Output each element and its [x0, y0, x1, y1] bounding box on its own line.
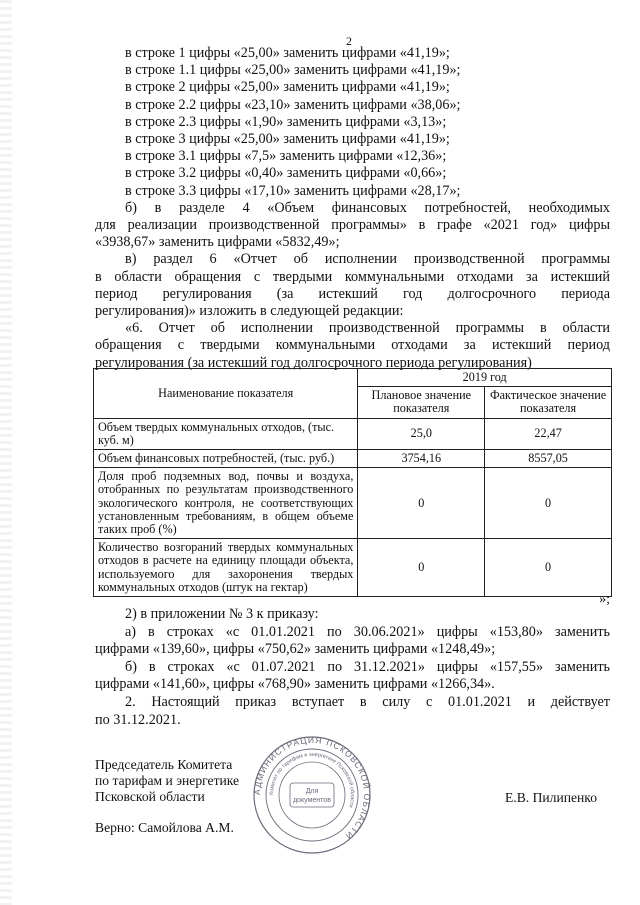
row-name: Объем твердых коммунальных отходов, (тыс. куб. м): [94, 418, 358, 449]
certified-copy: Верно: Самойлова А.М.: [95, 820, 234, 835]
table-row: [94, 418, 612, 449]
document-body-continued: [95, 606, 610, 729]
text-line: по 31.12.2021.: [95, 711, 181, 728]
text-line: в строке 2 цифры «25,00» заменить цифрами «41,19»;: [125, 79, 450, 96]
text-line: в строке 2.2 цифры «23,10» заменить цифрами «38,06»;: [125, 96, 461, 113]
signature-block: [95, 757, 239, 805]
scan-edge: [0, 0, 12, 905]
paragraph-b-line: для реализации производственной программы» в графе «2021 год» цифры: [95, 217, 610, 234]
stamp-inner-text: Комитет по тарифам и энергетике Псковской области: [268, 751, 356, 809]
text-line: цифрами «139,60», цифры «750,62» заменить цифрами «1248,49»;: [95, 641, 496, 658]
paragraph-b-line: б) в разделе 4 «Объем финансовых потребностей, необходимых: [125, 199, 610, 216]
text-line: в строке 3.3 цифры «17,10» заменить цифрами «28,17»;: [125, 182, 461, 199]
table-closing-quote: »;: [599, 592, 610, 607]
text-line: цифрами «141,60», цифры «768,90» заменить цифрами «1266,34».: [95, 676, 495, 693]
text-line: в строке 3.2 цифры «0,40» заменить цифрами «0,66»;: [125, 165, 447, 182]
text-line: в строке 1.1 цифры «25,00» заменить цифрами «41,19»;: [125, 62, 461, 79]
stamp-center-line: Для: [305, 788, 319, 795]
text-line: 2. Настоящий приказ вступает в силу с 01.01.2021 и действует: [125, 693, 610, 710]
signatory-name: Е.В. Пилипенко: [505, 790, 598, 805]
row-plan: 0: [358, 539, 485, 597]
text-line: 2) в приложении № 3 к приказу:: [125, 606, 319, 622]
row-name: Доля проб подземных вод, почвы и воздуха, отобранных по результатам производственного экологического контроля, не соответствующих установленным требованиям, в общем объеме таких проб (%): [94, 468, 358, 539]
row-fact: 0: [485, 539, 612, 597]
row-fact: 0: [485, 468, 612, 539]
row-name: Количество возгораний твердых коммунальных отходов в расчете на единицу площади объекта, используемого для захоронения твердых коммунальных отходов (штук на гектар): [94, 539, 358, 597]
table-row: [94, 450, 612, 468]
text-line: в строке 3.1 цифры «7,5» заменить цифрами «12,36»;: [125, 148, 447, 165]
header-fact: Фактическое значение показателя: [485, 387, 612, 418]
section-6-heading-line: регулирования (за истекший год долгосрочного периода регулирования): [95, 354, 532, 371]
row-fact: 22,47: [485, 418, 612, 449]
row-plan: 3754,16: [358, 450, 485, 468]
paragraph-v-line: в) раздел 6 «Отчет об исполнении производственной программы: [125, 251, 610, 268]
text-line: в строке 1 цифры «25,00» заменить цифрами «41,19»;: [125, 45, 450, 61]
signatory-title: Председатель Комитета: [95, 757, 233, 772]
stamp-outer-text: АДМИНИСТРАЦИЯ ПСКОВСКОЙ ОБЛАСТИ: [252, 735, 372, 842]
header-year: 2019 год: [358, 369, 612, 387]
text-line: б) в строках «с 01.07.2021 по 31.12.2021» цифры «157,55» заменить: [125, 658, 610, 675]
section-6-heading-line: обращения с твердыми коммунальными отходами за истекший период: [95, 337, 610, 354]
paragraph-b-line: «3938,67» заменить цифрами «5832,49»;: [95, 234, 340, 251]
table-row: [94, 468, 612, 539]
report-table: [93, 368, 612, 597]
signatory-title: Псковской области: [95, 789, 205, 804]
signatory-title: по тарифам и энергетике: [95, 773, 240, 788]
text-line: а) в строках «с 01.01.2021 по 30.06.2021» цифры «153,80» заменить: [125, 623, 610, 640]
table-row: [94, 539, 612, 597]
row-plan: 0: [358, 468, 485, 539]
paragraph-v-line: в области обращения с твердыми коммунальными отходами за истекший: [95, 268, 610, 285]
row-name: Объем финансовых потребностей, (тыс. руб.): [94, 450, 358, 468]
section-6-heading-line: «6. Отчет об исполнении производственной программы в области: [125, 320, 610, 337]
text-line: в строке 2.3 цифры «1,90» заменить цифрами «3,13»;: [125, 113, 447, 130]
paragraph-v-line: регулирования)» изложить в следующей редакции:: [95, 303, 404, 320]
header-plan: Плановое значение показателя: [358, 387, 485, 418]
text-line: в строке 3 цифры «25,00» заменить цифрами «41,19»;: [125, 131, 450, 148]
page-number: 2: [346, 34, 352, 48]
document-body: [95, 45, 610, 372]
official-stamp: [252, 735, 372, 855]
row-fact: 8557,05: [485, 450, 612, 468]
stamp-center-line: документов: [293, 797, 331, 804]
paragraph-v-line: период регулирования (за истекший год долгосрочного периода: [95, 285, 610, 302]
header-indicator-name: Наименование показателя: [94, 369, 358, 419]
row-plan: 25,0: [358, 418, 485, 449]
